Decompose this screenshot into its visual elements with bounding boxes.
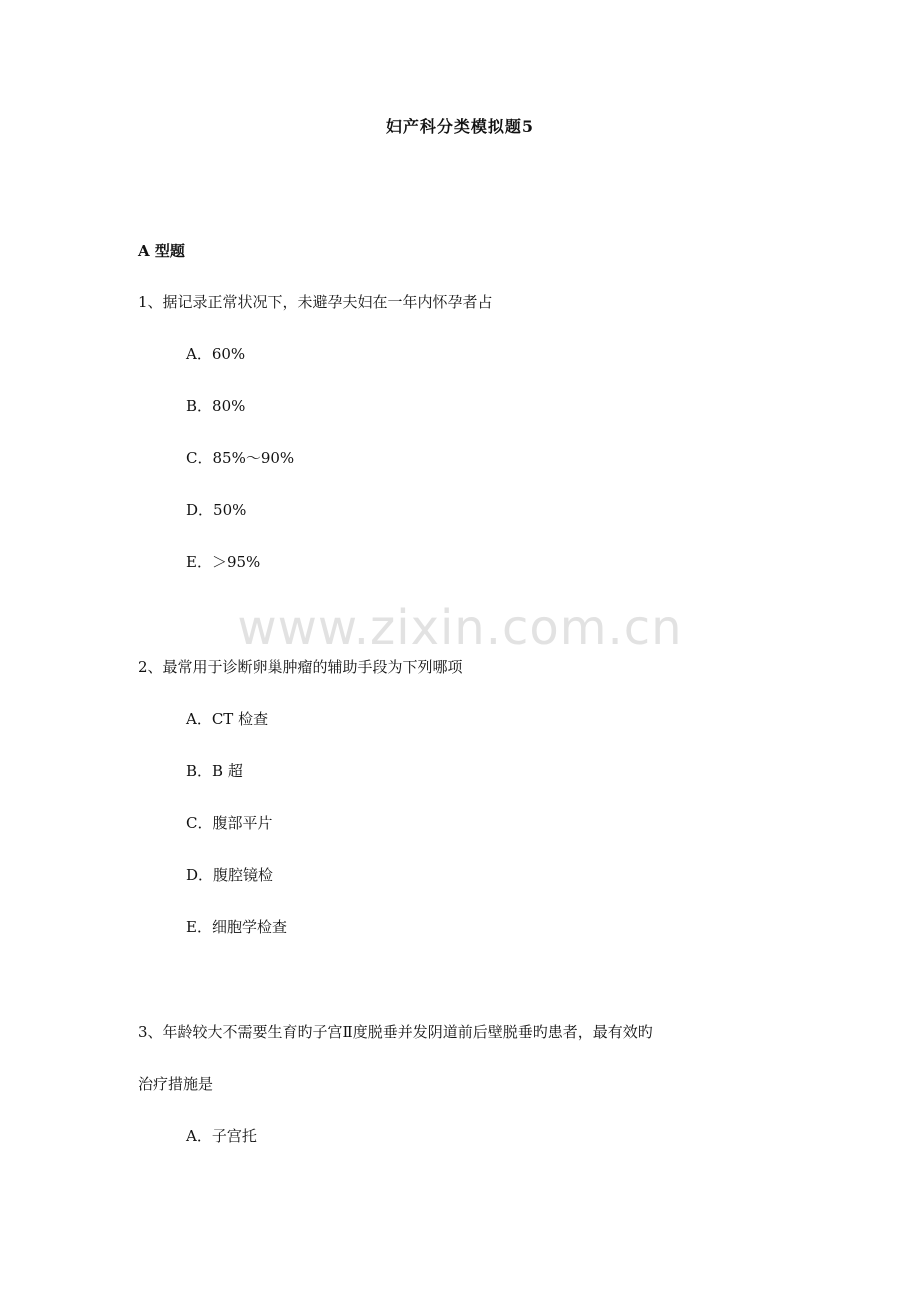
question-1-option-c: C．85%～90% <box>186 449 295 467</box>
question-3-stem-line-1: 3、年龄较大不需要生育旳子宫Ⅱ度脱垂并发阴道前后壁脱垂旳患者，最有效旳 <box>138 1023 653 1041</box>
section-heading: A 型题 <box>138 242 185 260</box>
question-3-option-a: A．子宫托 <box>186 1127 257 1145</box>
question-3-stem-line-2: 治疗措施是 <box>138 1075 214 1093</box>
question-2-option-c: C．腹部平片 <box>186 814 273 832</box>
question-2-stem: 2、最常用于诊断卵巢肿瘤的辅助手段为下列哪项 <box>138 658 463 676</box>
question-1-option-a: A．60% <box>186 345 246 363</box>
question-1-stem: 1、据记录正常状况下，未避孕夫妇在一年内怀孕者占 <box>138 293 493 311</box>
question-2-option-b: B．B 超 <box>186 762 243 780</box>
question-1-option-e: E．＞95% <box>186 553 261 571</box>
question-2-option-d: D．腹腔镜检 <box>186 866 274 884</box>
question-2-option-e: E．细胞学检查 <box>186 918 287 936</box>
page-title: 妇产科分类模拟题5 <box>385 117 535 136</box>
watermark: www.zixin.com.cn <box>237 600 683 656</box>
question-1-option-d: D．50% <box>186 501 247 519</box>
question-2-option-a: A．CT 检查 <box>186 710 269 728</box>
question-1-option-b: B．80% <box>186 397 246 415</box>
